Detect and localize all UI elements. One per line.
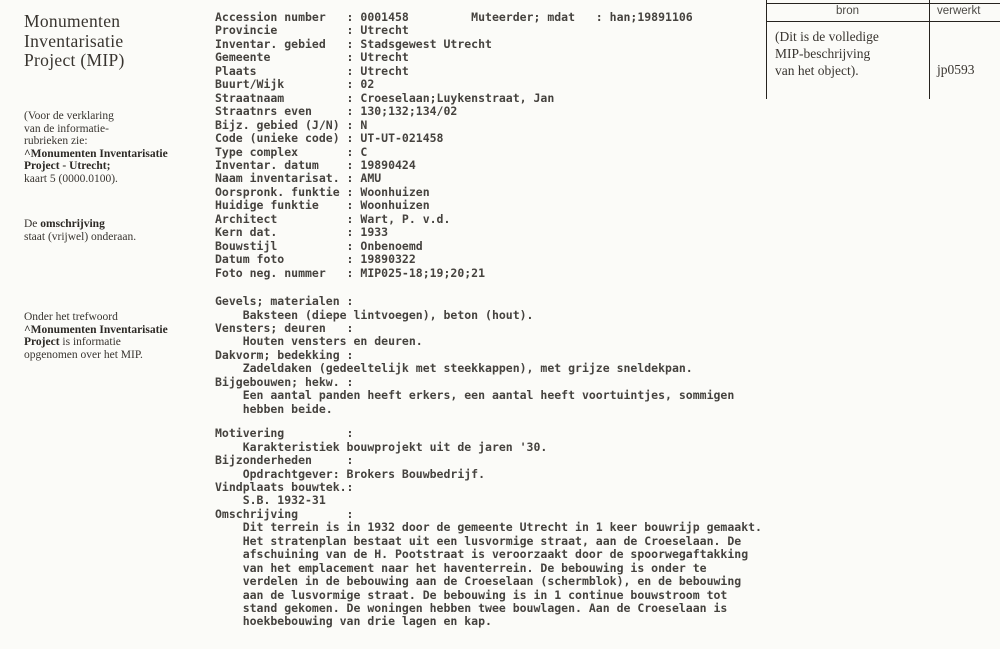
stamp-header-rule <box>766 21 1000 22</box>
stamp-header-verwerkt: verwerkt <box>937 5 981 17</box>
section-text: Zadeldaken (gedeeltelijk met steekkappen), met grijze sneldekpan. <box>215 361 693 376</box>
note-line: van de informatie- <box>24 122 109 135</box>
sidebar-note-legend <box>24 110 219 186</box>
section-text: verdelen in de bebouwing aan de Croeselaan (schermblok), en de bebouwing <box>215 574 742 589</box>
section-text: Opdrachtgever: Brokers Bouwbedrijf. <box>215 466 486 481</box>
section-text: afschuining van de H. Pootstraat is veroorzaakt door de spoorwegaftakking <box>215 547 749 562</box>
field-row: Buurt/Wijk : 02 <box>215 77 375 92</box>
section-text: Baksteen (diepe lintvoegen), beton (hout). <box>215 307 534 322</box>
field-row: Straatnaam : Croeselaan;Luykenstraat, Jan <box>215 90 555 105</box>
section-label: Bijzonderheden : <box>215 453 354 468</box>
title-line: Project (MIP) <box>24 50 125 70</box>
stamp-note-line: MIP-beschrijving <box>775 46 871 61</box>
field-row: Foto neg. nummer : MIP025-18;19;20;21 <box>215 265 486 280</box>
field-row: Provincie : Utrecht <box>215 23 409 38</box>
section-text: S.B. 1932-31 <box>215 493 326 508</box>
field-row: Straatnrs even : 130;132;134/02 <box>215 104 458 119</box>
note-line: opgenomen over het MIP. <box>24 348 143 361</box>
section-label: Dakvorm; bedekking : <box>215 347 354 362</box>
stamp-note-line: (Dit is de volledige <box>775 29 879 44</box>
sidebar-note-trefwoord <box>24 311 219 361</box>
stamp-border-top <box>766 3 1000 4</box>
section-label: Gevels; materialen : <box>215 294 354 309</box>
note-line: (Voor de verklaring <box>24 110 114 122</box>
note-line: staat (vrijwel) onderaan. <box>24 230 137 243</box>
page-title <box>24 12 214 71</box>
stamp-note <box>775 28 925 79</box>
note-line: Project - Utrecht; <box>24 160 111 173</box>
section-label: Bijgebouwen; hekw. : <box>215 374 354 389</box>
note-line: Project is informatie <box>24 336 121 349</box>
section-label: Vensters; deuren : <box>215 320 354 335</box>
stamp-column-divider <box>929 0 930 99</box>
section-text: Karakteristiek bouwprojekt uit de jaren '30. <box>215 439 548 454</box>
field-row: Type complex : C <box>215 144 368 159</box>
section-text: hoekbebouwing van drie lagen en kap. <box>215 614 492 629</box>
record-gap <box>215 280 815 295</box>
field-row: Huidige funktie : Woonhuizen <box>215 198 430 213</box>
stamp-header-bron: bron <box>835 5 860 17</box>
title-line: Inventarisatie <box>24 30 124 51</box>
field-row: Plaats : Utrecht <box>215 63 409 78</box>
section-label: Omschrijving : <box>215 506 354 521</box>
record-text <box>215 11 815 629</box>
section-text: stand gekomen. De woningen hebben twee bouwlagen. Aan de Croeselaan is <box>215 601 728 616</box>
sidebar-note-omschrijving <box>24 218 219 243</box>
note-line: rubrieken zie: <box>24 135 88 148</box>
stamp-note-line: van het object). <box>775 63 859 78</box>
field-row: Inventar. datum : 19890424 <box>215 157 416 172</box>
title-line: Monumenten <box>24 11 121 31</box>
section-text: aan de lusvormige straat. De bebouwing is in 1 continue bouwstroom tot <box>215 587 728 602</box>
stamp-table <box>766 0 1000 99</box>
note-line: ^Monumenten Inventarisatie <box>24 147 168 160</box>
note-line: Onder het trefwoord <box>24 311 118 323</box>
field-row: Architect : Wart, P. v.d. <box>215 211 451 226</box>
section-text: Een aantal panden heeft erkers, een aantal heeft voortuintjes, sommigen <box>215 388 735 403</box>
section-text: Het stratenplan bestaat uit een lusvormige straat, aan de Croeselaan. De <box>215 533 742 548</box>
note-line: ^Monumenten Inventarisatie <box>24 323 168 336</box>
field-row: Bouwstijl : Onbenoemd <box>215 238 423 253</box>
section-label: Motivering : <box>215 426 354 441</box>
field-row: Kern dat. : 1933 <box>215 225 389 240</box>
note-line: De omschrijving <box>24 218 105 230</box>
field-row: Oorspronk. funktie : Woonhuizen <box>215 184 430 199</box>
field-row: Inventar. gebied : Stadsgewest Utrecht <box>215 36 492 51</box>
field-row: Code (unieke code) : UT-UT-021458 <box>215 131 444 146</box>
section-label: Vindplaats bouwtek.: <box>215 479 354 494</box>
field-row: Naam inventarisat. : AMU <box>215 171 382 186</box>
section-text: Houten vensters en deuren. <box>215 334 423 349</box>
section-text: van het emplacement naar het haventerrein. De bebouwing is onder te <box>215 560 707 575</box>
field-row: Accession number : 0001458 Muteerder; mdat : han;19891106 <box>215 10 693 24</box>
field-row: Bijz. gebied (J/N) : N <box>215 117 368 132</box>
section-text: hebben beide. <box>215 401 333 416</box>
section-text: Dit terrein is in 1932 door de gemeente Utrecht in 1 keer bouwrijp gemaakt. <box>215 520 762 535</box>
field-row: Gemeente : Utrecht <box>215 50 409 65</box>
stamp-code: jp0593 <box>937 62 975 77</box>
field-row: Datum foto : 19890322 <box>215 252 416 267</box>
note-line: kaart 5 (0000.0100). <box>24 172 118 185</box>
